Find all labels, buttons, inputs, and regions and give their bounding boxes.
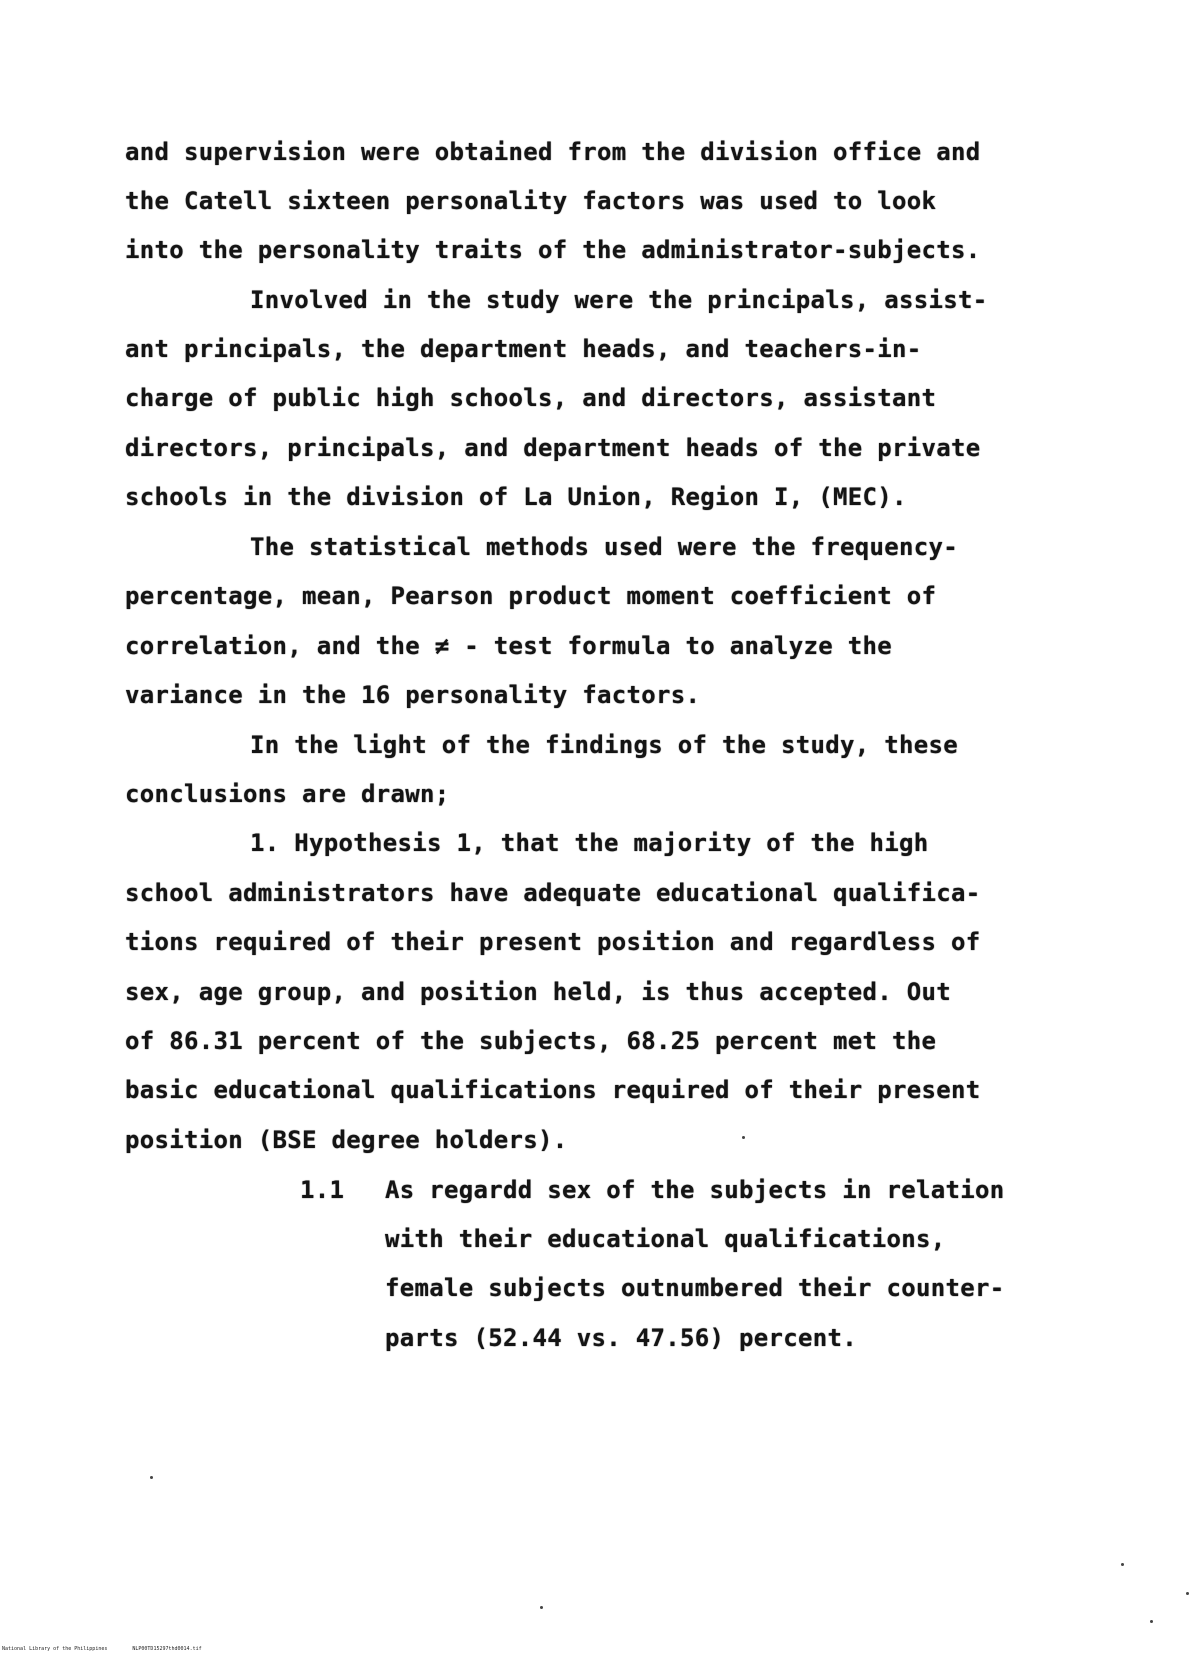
text-line: charge of public high schools, and directors, assistant <box>125 384 937 412</box>
text-line: As regardd sex of the subjects in relation <box>385 1176 1005 1204</box>
text-line: 1. Hypothesis 1, that the majority of the high <box>250 829 929 857</box>
text-line: of 86.31 percent of the subjects, 68.25 percent met the <box>125 1027 937 1055</box>
text-line: female subjects outnumbered their counter- <box>385 1274 1005 1302</box>
footer-file: NLP00TD15297thd0014.tif <box>132 1646 202 1652</box>
text-line: position (BSE degree holders). <box>125 1126 568 1154</box>
footer-library: National Library of the Philippines <box>2 1646 108 1652</box>
text-line: with their educational qualifications, <box>385 1225 946 1253</box>
scan-speck <box>540 1606 543 1609</box>
text-line: and supervision were obtained from the division office and <box>125 138 981 166</box>
scan-footer <box>2 1646 224 1652</box>
text-line: percentage, mean, Pearson product moment coefficient of <box>125 582 937 610</box>
text-line: conclusions are drawn; <box>125 780 450 808</box>
scan-speck <box>1186 1592 1189 1595</box>
text-line: In the light of the findings of the study, these <box>250 731 958 759</box>
text-line: tions required of their present position and regardless of <box>125 928 981 956</box>
scan-speck <box>1150 1620 1153 1623</box>
text-line: school administrators have adequate educational qualifica- <box>125 879 981 907</box>
scan-speck <box>742 1136 745 1139</box>
text-line: directors, principals, and department heads of the private <box>125 434 981 462</box>
text-line: sex, age group, and position held, is thus accepted. Out <box>125 978 951 1006</box>
text-line: Involved in the study were the principals, assist- <box>250 286 988 314</box>
text-line: the Catell sixteen personality factors was used to look <box>125 187 937 215</box>
text-line: ant principals, the department heads, and teachers-in- <box>125 335 922 363</box>
text-line: basic educational qualifications required of their present <box>125 1076 981 1104</box>
scan-speck <box>150 1476 153 1479</box>
text-line: into the personality traits of the administrator-subjects. <box>125 236 981 264</box>
text-line: The statistical methods used were the frequency- <box>250 533 958 561</box>
scan-speck <box>1121 1563 1124 1566</box>
subsection-number: 1.1 <box>300 1176 345 1204</box>
text-line: schools in the division of La Union, Region I, (MEC). <box>125 483 907 511</box>
text-line: correlation, and the ≠ - test formula to analyze the <box>125 632 892 660</box>
text-line: parts (52.44 vs. 47.56) percent. <box>385 1324 857 1352</box>
text-line: variance in the 16 personality factors. <box>125 681 701 709</box>
